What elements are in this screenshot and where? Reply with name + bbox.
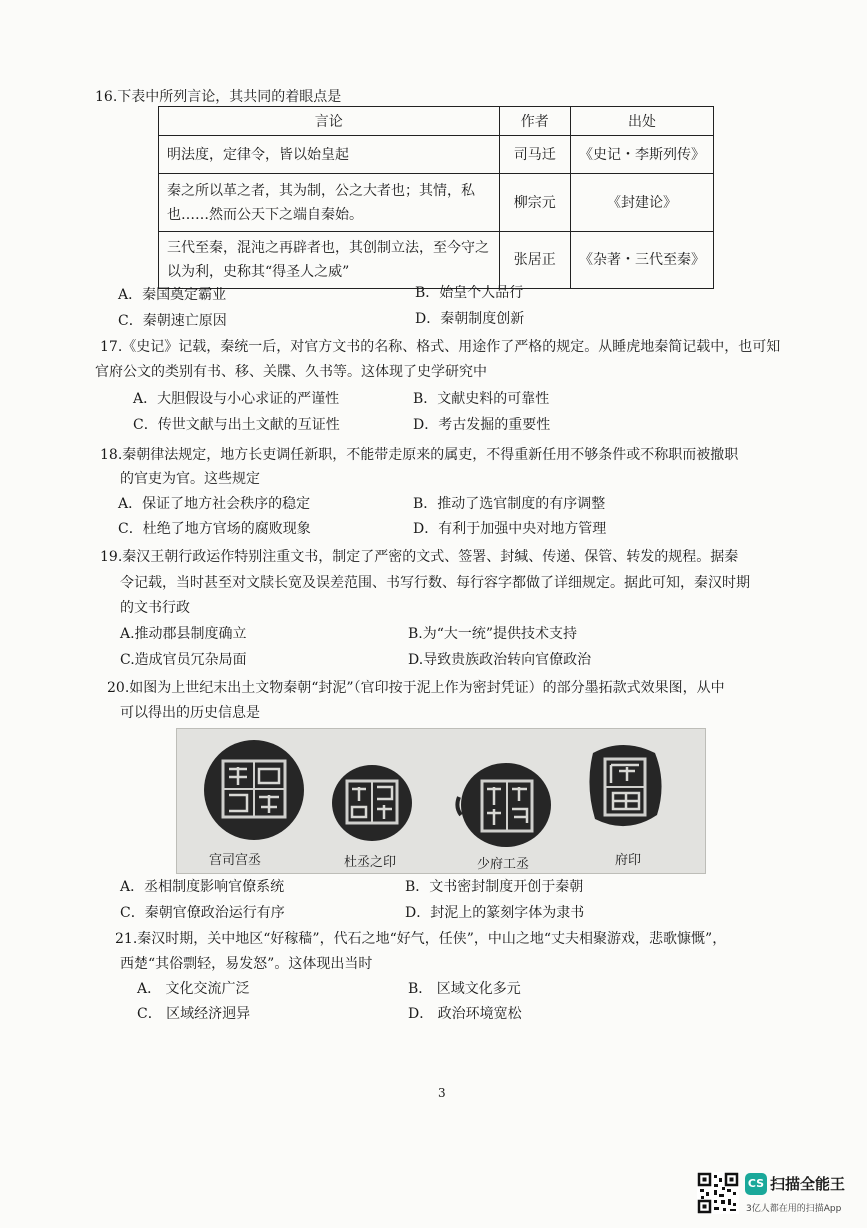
source-cell: 《封建论》 [571,174,714,232]
page-number: 3 [438,1086,446,1100]
option-c: C． 区域经济迥异 [137,1006,251,1022]
option-d: D.导致贵族政治转向官僚政治 [408,652,592,668]
option-b: B．文书密封制度开创于秦朝 [405,879,584,895]
q18-stem-line-2: 的官吏为官。这些规定 [120,471,260,487]
option-c: C．传世文献与出土文献的互证性 [133,417,340,433]
option-b: B.为“大一统”提供技术支持 [408,626,578,642]
author-cell: 司马迁 [499,136,571,174]
option-d: D．封泥上的篆刻字体为隶书 [405,905,585,921]
author-cell: 张居正 [499,232,571,289]
option-d: D．考古发掘的重要性 [413,417,551,433]
q21-stem-line-2: 西楚“其俗剽轻，易发怒”。这体现出当时 [120,956,373,972]
option-a: A．保证了地方社会秩序的稳定 [118,496,311,512]
seal-rubbing-1 [199,735,309,845]
q17-stem-line-1: 17.《史记》记载，秦统一后，对官方文书的名称、格式、用途作了严格的规定。从睡虎地秦简记载中，也可知 [100,339,781,355]
table-header-quote: 言论 [159,107,500,136]
table-row [159,136,714,174]
q19-stem-line-1: 19.秦汉王朝行政运作特别注重文书，制定了严密的文式、签署、封缄、传递、保管、转发的规程。据秦 [100,549,739,565]
q19-stem-line-2: 令记载，当时甚至对文牍长宽及误差范围、书写行数、每行容字都做了详细规定。据此可知，秦汉时期 [120,575,750,591]
q16-table [158,106,714,289]
q20-stem-line-1: 20.如图为上世纪末出土文物秦朝“封泥”（官印按于泥上作为密封凭证）的部分墨拓款式效果图，从中 [107,680,725,696]
source-cell: 《杂著・三代至秦》 [571,232,714,289]
option-d: D．有利于加强中央对地方管理 [413,521,607,537]
option-b: B． 区域文化多元 [408,981,521,997]
option-c: C．秦朝速亡原因 [118,313,227,329]
table-header-author: 作者 [499,107,571,136]
q16-stem: 16.下表中所列言论，其共同的着眼点是 [95,89,342,105]
camscanner-logo-icon: CS [745,1173,767,1195]
table-header-source: 出处 [571,107,714,136]
option-a: A.推动郡县制度确立 [120,626,247,642]
option-a: A．秦国奠定霸业 [118,287,227,303]
option-b: B．文献史料的可靠性 [413,391,550,407]
q18-stem-line-1: 18.秦朝律法规定，地方长吏调任新职，不能带走原来的属吏，不得重新任用不够条件或不称职而被撤职 [100,447,739,463]
table-row [159,174,714,232]
seal-caption-4: 府印 [615,853,642,868]
q17-stem-line-2: 官府公文的类别有书、移、关牒、久书等。这体现了史学研究中 [95,364,487,380]
qr-code-icon [697,1172,739,1214]
option-c: C．杜绝了地方官场的腐败现象 [118,521,311,537]
q20-stem-line-2: 可以得出的历史信息是 [120,705,260,721]
seal-rubbing-4 [581,737,669,841]
author-cell: 柳宗元 [499,174,571,232]
option-d: D． 政治环境宽松 [408,1006,522,1022]
watermark-subtitle: 3亿人都在用的扫描App [746,1204,842,1214]
option-d: D．秦朝制度创新 [415,311,525,327]
seal-rubbing-3 [454,757,554,851]
seal-caption-1: 宫司宫丞 [209,853,262,868]
seal-caption-2: 杜丞之印 [344,855,397,870]
option-a: A． 文化交流广泛 [137,981,250,997]
option-b: B．推动了选官制度的有序调整 [413,496,606,512]
q19-stem-line-3: 的文书行政 [120,600,190,616]
option-c: C.造成官员冗杂局面 [120,652,247,668]
quote-cell: 三代至秦，混沌之再辟者也，其创制立法，至今守之以为利，史称其“得圣人之威” [159,232,500,289]
quote-cell: 明法度，定律令，皆以始皇起 [159,136,500,174]
option-a: A．大胆假设与小心求证的严谨性 [133,391,340,407]
source-cell: 《史记・李斯列传》 [571,136,714,174]
table-row [159,232,714,289]
quote-cell: 秦之所以革之者，其为制，公之大者也；其情，私也……然而公天下之端自秦始。 [159,174,500,232]
seal-rubbing-2 [327,757,417,845]
option-b: B．始皇个人品行 [415,285,524,301]
option-a: A．丞相制度影响官僚系统 [120,879,285,895]
q21-stem-line-1: 21.秦汉时期，关中地区“好稼穑”，代石之地“好气，任侠”，中山之地“丈夫相聚游戏，悲歌慷慨”， [115,931,727,947]
seal-rubbings-figure [176,728,706,874]
option-c: C．秦朝官僚政治运行有序 [120,905,285,921]
seal-caption-3: 少府工丞 [477,857,530,872]
watermark-title: 扫描全能王 [770,1175,846,1193]
